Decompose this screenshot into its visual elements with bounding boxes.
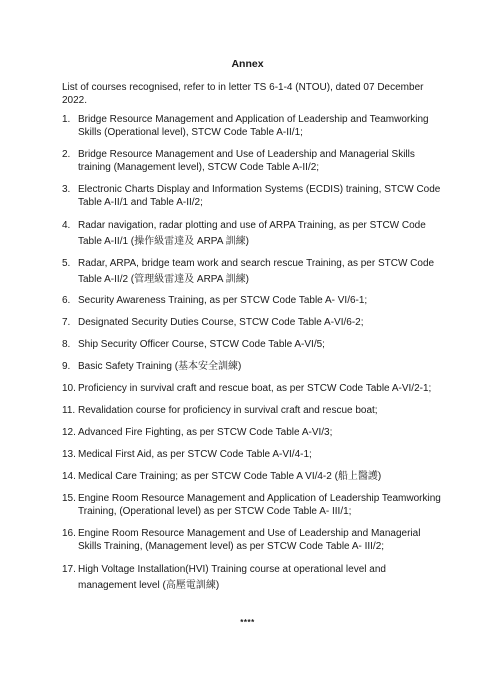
list-item [62,338,442,351]
item-number: 14. [62,471,76,482]
item-number: 11. [62,405,76,416]
item-number: 16. [62,528,76,539]
item-text: Medical First Aid, as per STCW Code Table A-VI/4-1; [78,449,312,460]
list-item [62,113,442,139]
list-item [62,404,442,417]
item-number: 2. [62,149,71,160]
list-item [62,148,442,174]
item-text: Radar navigation, radar plotting and use of ARPA Training, as per STCW Code Table A-II/1 (操作級雷達及 ARPA 訓練) [78,220,426,247]
list-item [62,218,442,249]
item-text: Engine Room Resource Management and Application of Leadership Teamworking Training, (Operational level) as per STCW Code Table A- III/1; [78,493,441,517]
list-item [62,492,442,518]
list-item [62,382,442,395]
item-number: 6. [62,295,71,306]
end-marker: **** [240,618,255,627]
list-item [62,316,442,329]
item-text: Security Awareness Training, as per STCW Code Table A- VI/6-1; [78,295,368,306]
item-number: 13. [62,449,76,460]
item-text: High Voltage Installation(HVI) Training course at operational level and management level (高壓電訓練) [78,564,386,591]
item-number: 9. [62,361,71,372]
list-item [62,294,442,307]
item-text: Bridge Resource Management and Use of Leadership and Managerial Skills training (Management level), STCW Code Table A-II/2; [78,149,415,173]
list-item [62,448,442,461]
item-number: 10. [62,383,76,394]
list-item [62,527,442,553]
item-number: 5. [62,258,71,269]
item-number: 7. [62,317,71,328]
item-text: Medical Care Training; as per STCW Code Table A VI/4-2 (船上醫護) [78,471,382,482]
item-number: 4. [62,220,71,231]
item-text: Proficiency in survival craft and rescue boat, as per STCW Code Table A-VI/2-1; [78,383,432,394]
list-item [62,256,442,287]
item-number: 12. [62,427,76,438]
item-text: Electronic Charts Display and Information Systems (ECDIS) training, STCW Code Table A-II/1 and Table A-II/2; [78,184,441,208]
item-number: 1. [62,114,71,125]
list-item [62,360,442,373]
item-text: Revalidation course for proficiency in survival craft and rescue boat; [78,405,378,416]
list-item [62,470,442,483]
list-item [62,562,442,593]
item-text: Radar, ARPA, bridge team work and search rescue Training, as per STCW Code Table A-II/2 (管理級雷達及 ARPA 訓練) [78,258,435,285]
course-list [62,113,442,600]
list-item [62,183,442,209]
item-number: 15. [62,493,76,504]
item-number: 8. [62,339,71,350]
annex-title: Annex [231,58,264,70]
item-text: Bridge Resource Management and Application of Leadership and Teamworking Skills (Operational level), STCW Code Table A-II/1; [78,114,429,138]
item-text: Engine Room Resource Management and Use of Leadership and Managerial Skills Training, (Management level) as per STCW Code Table A- III/2; [78,528,421,552]
item-text: Advanced Fire Fighting, as per STCW Code Table A-VI/3; [78,427,333,438]
intro-paragraph: List of courses recognised, refer to in letter TS 6-1-4 (NTOU), dated 07 December 2022. [62,82,424,106]
item-number: 17. [62,564,76,575]
item-text: Basic Safety Training (基本安全訓練) [78,361,242,372]
item-text: Ship Security Officer Course, STCW Code Table A-VI/5; [78,339,325,350]
item-text: Designated Security Duties Course, STCW Code Table A-VI/6-2; [78,317,364,328]
list-item [62,426,442,439]
item-number: 3. [62,184,71,195]
